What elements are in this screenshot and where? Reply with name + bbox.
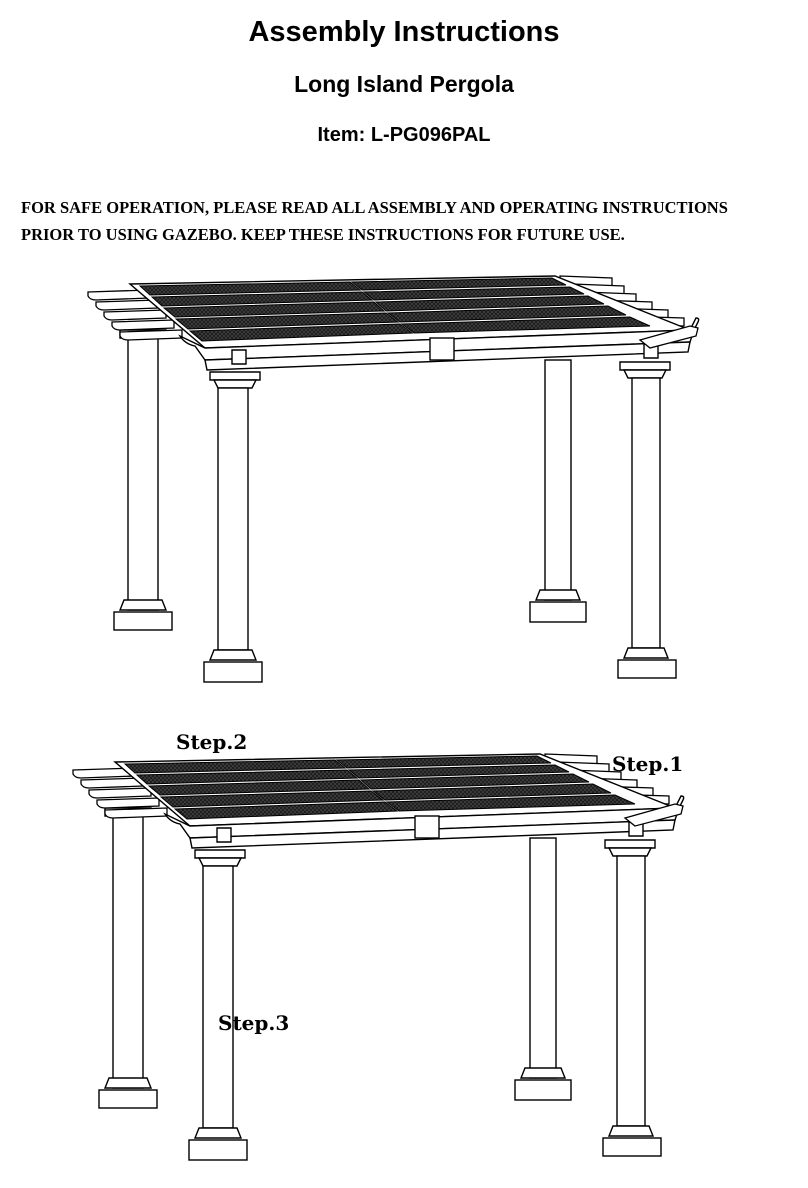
step-1-label: Step.1 [612, 752, 684, 776]
item-number: Item: L-PG096PAL [317, 124, 491, 146]
product-name: Long Island Pergola [294, 71, 514, 97]
safety-warning-line-2: PRIOR TO USING GAZEBO. KEEP THESE INSTRUCTIONS FOR FUTURE USE. [21, 225, 625, 244]
safety-warning-line-1: FOR SAFE OPERATION, PLEASE READ ALL ASSEMBLY AND OPERATING INSTRUCTIONS [21, 198, 728, 217]
pergola-illustration [0, 250, 808, 700]
pergola-assembly-illustration [0, 728, 808, 1188]
step-2-label: Step.2 [176, 730, 248, 754]
page-title: Assembly Instructions [248, 16, 560, 48]
step-3-label: Step.3 [218, 1011, 290, 1035]
